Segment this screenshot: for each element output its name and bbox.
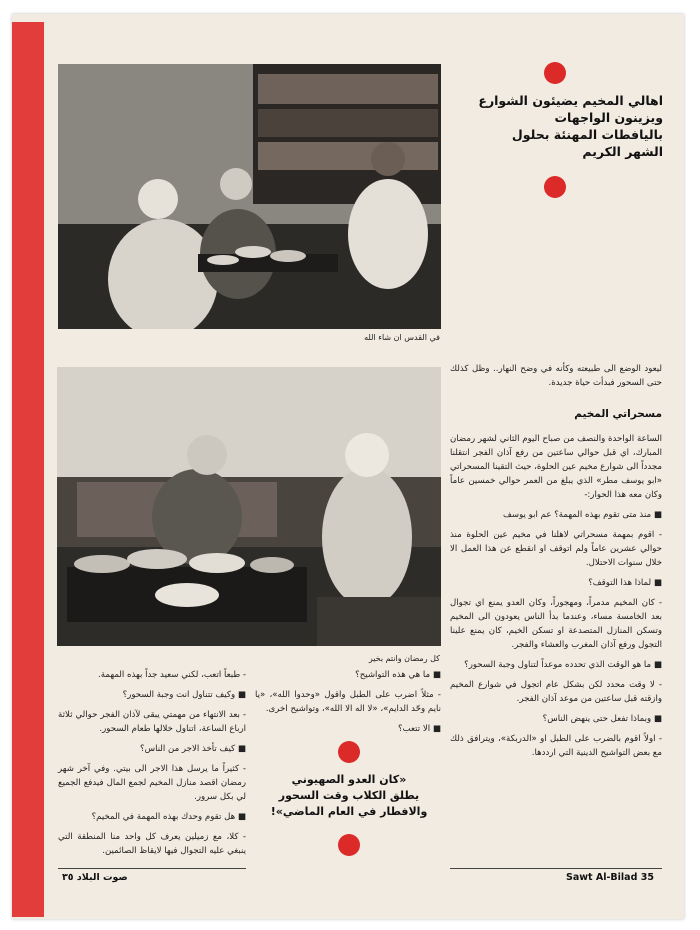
red-dot-bottom — [544, 176, 566, 198]
photo-top — [58, 64, 441, 329]
left-question-4: ■ هل تقوم وحدك بهذه المهمة في المخيم؟ — [58, 810, 246, 824]
left-answer-2: - بعد الانتهاء من مهمتي يبقى لآذان الفجر حوالي ثلاثة ارباع الساعة، اتناول خلالها طعام السحور. — [58, 710, 246, 734]
folio-right — [566, 872, 654, 883]
question-2: ■ لماذا هذا التوقف؟ — [450, 576, 662, 590]
left-answer-4: - كلا، مع زميلين يعرف كل واحد منا المنطقة التي ينبغي عليه التجوال فيها لايقاظ الصائمين. — [58, 832, 246, 856]
headline-line-2: ويزينون الواجهات — [554, 110, 663, 125]
headline-line-4: الشهر الكريم — [582, 144, 663, 159]
photo-middle-image — [57, 367, 441, 646]
folio-page-number: 35 — [640, 872, 654, 883]
headline-line-3: باليافطات المهنئة بحلول — [511, 127, 663, 142]
folio-magazine-name: Sawt Al-Bilad — [566, 872, 638, 883]
pull-quote-line-2: يطلق الكلاب وقت السحور — [278, 789, 420, 802]
answer-2: - كان المخيم مدمراً، ومهجوراً، وكان العدو يمنع اي تجوال بعد الخامسة مساء، وعندما بدأ الناس يعودون الى المخيم وتسكن المنازل المتصدعة او تسكن الخيم، كان يمنع علينا التجول ورفع آذان المغرب والعشاء والفجر. — [450, 598, 662, 650]
middle-answer-1: - مثلاً اضرب على الطبل واقول «وحدوا الله»، «يا نايم وحّد الدايم»، «لا اله الا الله»، وتواشيح اخرى. — [255, 690, 441, 714]
middle-question-1: ■ ما هي هذه التواشيح؟ — [255, 668, 441, 682]
left-question-3: ■ كيف تأخذ الاجر من الناس؟ — [58, 742, 246, 756]
red-dot-quote-bottom — [338, 834, 360, 856]
pull-quote-line-3: والافطار في العام الماضي»! — [270, 805, 428, 818]
left-column-body — [58, 668, 246, 864]
middle-column-body — [255, 668, 441, 742]
left-question-2: ■ وكيف تتناول انت وجبة السحور؟ — [58, 688, 246, 702]
question-4: ■ وبماذا تفعل حتى ينهض الناس؟ — [450, 712, 662, 726]
photo-middle — [57, 367, 441, 646]
red-dot-top — [544, 62, 566, 84]
photo-top-caption: في القدس ان شاء الله — [364, 333, 440, 342]
folio-left: صوت البلاد ٣٥ — [62, 872, 128, 883]
answer-3: - لا وقت محدد لكن بشكل عام اتجول في شوارع المخيم وازقته قبل ساعتين من موعد آذان الفجر. — [450, 680, 662, 704]
left-answer-1: - طبعاً اتعب، لكني سعيد جداً بهذه المهمة. — [98, 670, 246, 680]
middle-question-2: ■ الا تتعب؟ — [255, 722, 441, 736]
question-1: ■ منذ متى تقوم بهذه المهمة؟ عم ابو يوسف — [450, 508, 662, 522]
answer-1: - اقوم بمهمة مسحراتي لاهلنا في مخيم عين الحلوة منذ حوالي عشرين عاماً ولم اتوقف او انقطع عن هذا العمل الا خلال سنوات الاحتلال. — [450, 530, 662, 568]
section-title: مسحراتي المخيم — [574, 408, 662, 420]
headline — [448, 92, 663, 160]
intro-paragraph — [450, 362, 662, 396]
pull-quote — [255, 772, 443, 820]
intro-text: ليعود الوضع الى طبيعته وكأنه في وضح النهار.. وظل كذلك حتى السحور فبدأت حياة جديدة. — [450, 364, 662, 388]
photo-top-image — [58, 64, 441, 329]
pull-quote-line-1: «كان العدو الصهيوني — [291, 773, 407, 786]
left-answer-3: - كثيراً ما يرسل هذا الاجر الى بيتي. وفي آخر شهر رمضان اقصد منازل المخيم لجمع المال فيدفع الجميع لي بكل سرور. — [58, 764, 246, 802]
question-3: ■ ما هو الوقت الذي تحدده موعداً لتناول وجبة السحور؟ — [450, 658, 662, 672]
right-column-body — [450, 432, 662, 766]
footer-rule-left — [58, 868, 246, 869]
section-paragraph-1: الساعة الواحدة والنصف من صباح اليوم الثاني لشهر رمضان المبارك، اي قبل حوالي ساعتين من رفع آذان الفجر انتقلنا مجدداً الى شوارع مخيم عين الحلوة، حيث التقينا المسحراتي «ابو يوسف مطر» الذي يبلغ من العمر حوالي خمسين عاماً وكان معه هذا الحوار:- — [449, 434, 662, 500]
footer-rule-right — [450, 868, 662, 869]
red-margin-bar — [12, 22, 44, 917]
photo-middle-caption: كل رمضان وانتم بخير — [368, 654, 440, 663]
headline-line-1: اهالي المخيم يضيئون الشوارع — [478, 93, 663, 108]
answer-4: - اولاً اقوم بالضرب على الطبل او «الدربكة»، ويترافق ذلك مع بعض التواشيح الدينية التي ارددها. — [450, 734, 662, 758]
red-dot-quote-top — [338, 741, 360, 763]
